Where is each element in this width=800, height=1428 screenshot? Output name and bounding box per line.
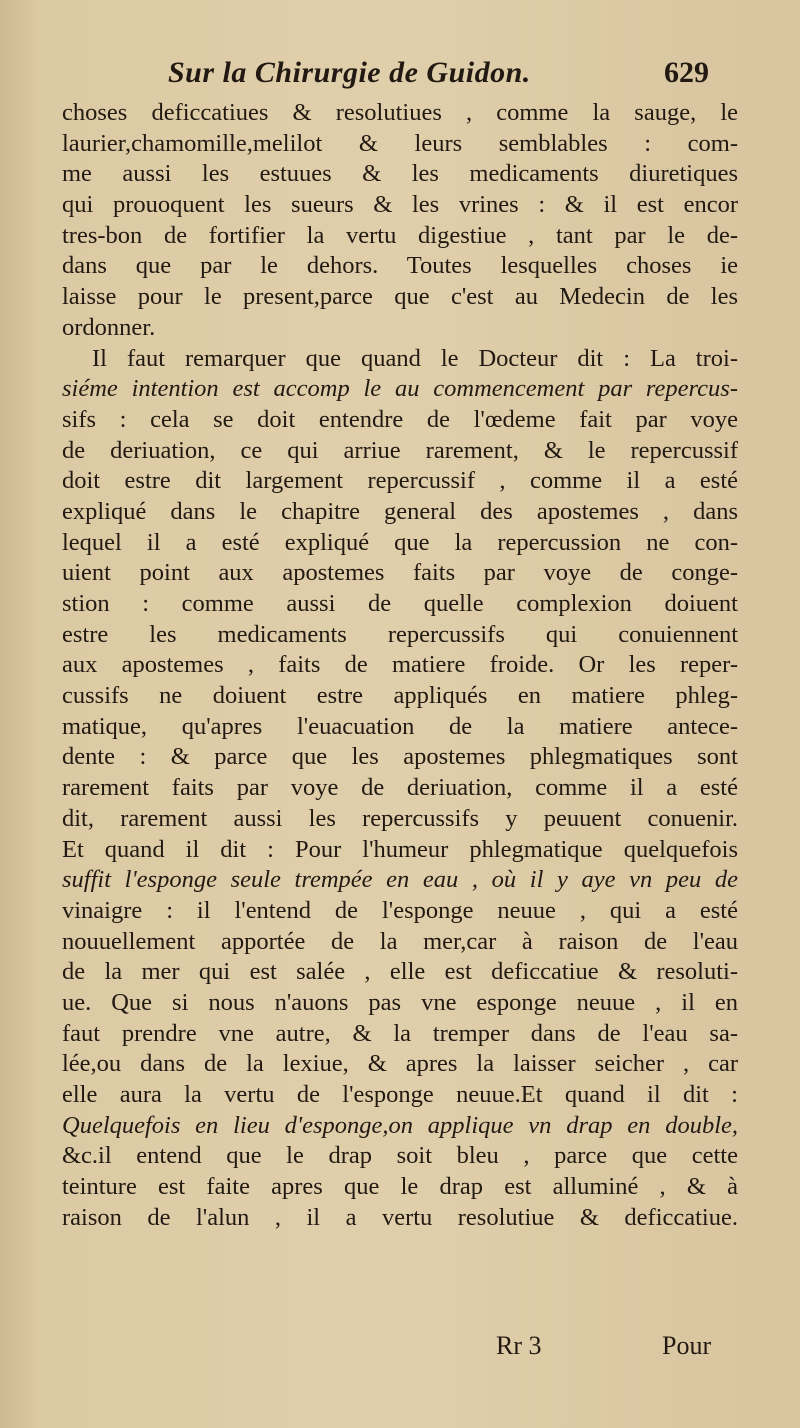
text-line: [62, 1111, 738, 1142]
page-number: 629: [664, 56, 709, 89]
signature-mark: Rr 3: [496, 1331, 542, 1360]
page-footer: [0, 1331, 800, 1371]
text-line: laurier,chamomille,melilot & leurs semblables : com-: [62, 129, 738, 157]
text-line: rarement faits par voye de deriuation, comme il a esté: [62, 774, 738, 802]
page-header: [0, 52, 800, 98]
italic-quote: Quelquefois en lieu d'esponge,on applique vn drap en double,: [62, 1111, 738, 1139]
text-line: faut prendre vne autre, & la tremper dans de l'eau sa-: [62, 1019, 738, 1047]
text-line: ordonner.: [62, 313, 156, 341]
text-line: qui prouoquent les sueurs & les vrines : & il est encor: [62, 191, 738, 219]
text-line: de deriuation, ce qui arriue rarement, & le repercussif: [62, 436, 738, 464]
text-line: choses deficcatiues & resolutiues , comme la sauge, le: [62, 99, 738, 126]
text-line: &c.il entend que le drap soit bleu , parce que cette: [62, 1142, 738, 1170]
text-line: expliqué dans le chapitre general des apostemes , dans: [62, 497, 738, 525]
running-head: Sur la Chirurgie de Guidon.: [168, 56, 531, 89]
text-line: aux apostemes , faits de matiere froide. Or les reper-: [62, 651, 738, 679]
text-line: laisse pour le present,parce que c'est au Medecin de les: [62, 283, 738, 311]
text-line: dit, rarement aussi les repercussifs y peuuent conuenir.: [62, 804, 738, 832]
catchword: Pour: [662, 1331, 712, 1360]
text-line: ue. Que si nous n'auons pas vne esponge neuue , il en: [62, 988, 738, 1016]
text-line: uient point aux apostemes faits par voye de conge-: [62, 559, 738, 587]
text-line: vinaigre : il l'entend de l'esponge neuue , qui a esté: [62, 896, 738, 924]
text-line: lée,ou dans de la lexiue, & apres la laisser seicher , car: [62, 1050, 738, 1078]
text-line: dente : & parce que les apostemes phlegmatiques sont: [62, 743, 738, 771]
text-line: doit estre dit largement repercussif , comme il a esté: [62, 467, 738, 495]
text-line: lequel il a esté expliqué que la repercussion ne con-: [62, 528, 738, 556]
text-line: tres-bon de fortifier la vertu digestiue , tant par le de-: [62, 221, 738, 249]
text-line: de la mer qui est salée , elle est deficcatiue & resoluti-: [62, 958, 738, 986]
italic-quote: siéme intention est accomp le au commencement par repercus-: [62, 375, 738, 403]
text-line: dans que par le dehors. Toutes lesquelles choses ie: [62, 252, 738, 280]
text-line: stion : comme aussi de quelle complexion doiuent: [62, 590, 738, 617]
text-line: elle aura la vertu de l'esponge neuue.Et quand il dit :: [62, 1081, 738, 1108]
text-line: cussifs ne doiuent estre appliqués en matiere phleg-: [62, 682, 738, 710]
text-line: Il faut remarquer que quand le Docteur dit : La troi-: [92, 344, 738, 372]
text-line: teinture est faite apres que le drap est alluminé , & à: [62, 1173, 738, 1201]
text-line: nouuellement apportée de la mer,car à raison de l'eau: [62, 927, 738, 955]
text-line: raison de l'alun , il a vertu resolutiue & deficcatiue.: [62, 1203, 738, 1231]
text-line: Et quand il dit : Pour l'humeur phlegmatique quelquefois: [62, 835, 738, 863]
text-line: [62, 865, 738, 896]
text-line: me aussi les estuues & les medicaments diuretiques: [62, 160, 738, 188]
body-text: [62, 98, 738, 1233]
text-line: estre les medicaments repercussifs qui conuiennent: [62, 620, 738, 648]
italic-quote: suffit l'esponge seule trempée en eau , où il y aye vn peu de: [62, 866, 738, 894]
text-line: sifs : cela se doit entendre de l'œdeme fait par voye: [62, 405, 738, 433]
text-line: matique, qu'apres l'euacuation de la matiere antece-: [62, 712, 738, 740]
text-line: [62, 374, 738, 405]
